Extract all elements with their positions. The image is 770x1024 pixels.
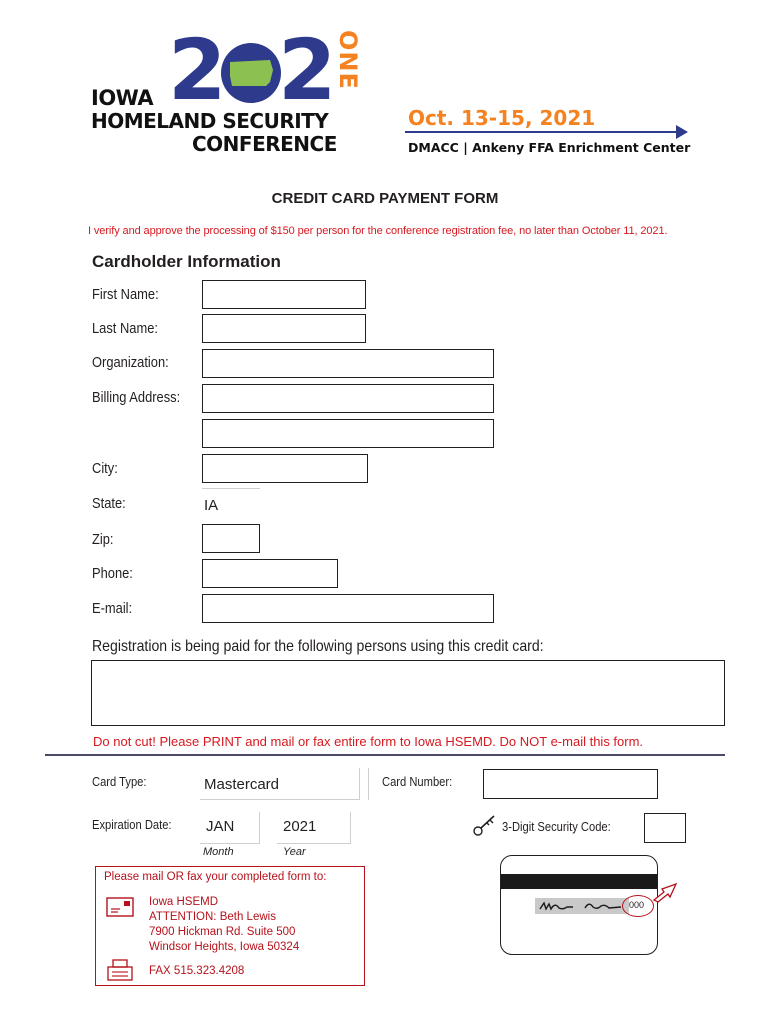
month-caption: Month xyxy=(203,846,234,858)
arrow-right-icon xyxy=(676,125,688,139)
logo-text-iowa: IOWA xyxy=(91,86,154,110)
logo-text-one: ONE xyxy=(334,30,362,90)
mail-heading: Please mail OR fax your completed form to: xyxy=(104,871,327,883)
city-field[interactable] xyxy=(202,454,368,483)
logo-text-homeland-security: HOMELAND SECURITY xyxy=(91,109,329,133)
state-value[interactable]: IA xyxy=(204,497,219,514)
card-example-code: 000 xyxy=(629,900,645,910)
header-arrow-line xyxy=(405,131,677,133)
last-name-field[interactable] xyxy=(202,314,366,343)
mail-instructions-box xyxy=(95,866,365,986)
first-name-field[interactable] xyxy=(202,280,366,309)
card-type-label: Card Type: xyxy=(92,774,147,789)
billing-address-field[interactable] xyxy=(202,384,494,413)
iowa-state-icon xyxy=(220,42,282,104)
zip-field[interactable] xyxy=(202,524,260,553)
security-code-field[interactable] xyxy=(644,813,686,843)
card-magnetic-stripe xyxy=(501,874,658,889)
card-number-label: Card Number: xyxy=(382,774,453,789)
event-dates: Oct. 13-15, 2021 xyxy=(408,106,596,130)
key-icon xyxy=(472,813,498,837)
signature-scribble-icon xyxy=(537,898,627,914)
card-number-field[interactable] xyxy=(483,769,658,799)
state-field-top-border xyxy=(202,488,260,489)
month-value: JAN xyxy=(206,818,235,835)
cut-divider xyxy=(45,754,725,756)
year-caption: Year xyxy=(283,846,306,858)
security-code-label: 3-Digit Security Code: xyxy=(502,819,611,834)
card-type-value: Mastercard xyxy=(204,776,280,793)
cut-notice: Do not cut! Please PRINT and mail or fax entire form to Iowa HSEMD. Do NOT e-mail this form. xyxy=(93,734,644,749)
mail-address-line-1: Iowa HSEMD xyxy=(149,896,219,908)
organization-field[interactable] xyxy=(202,349,494,378)
zip-label: Zip: xyxy=(92,531,114,548)
persons-label: Registration is being paid for the following persons using this credit card: xyxy=(92,638,544,655)
phone-field[interactable] xyxy=(202,559,338,588)
first-name-label: First Name: xyxy=(92,286,159,303)
expiration-date-label: Expiration Date: xyxy=(92,817,172,832)
email-field[interactable] xyxy=(202,594,494,623)
persons-field[interactable] xyxy=(91,660,725,726)
logo-digit-2-right: 2 xyxy=(278,21,331,119)
billing-address-line2-field[interactable] xyxy=(202,419,494,448)
fax-machine-icon xyxy=(107,959,133,981)
envelope-icon xyxy=(106,897,134,917)
mail-address-line-3: 7900 Hickman Rd. Suite 500 xyxy=(149,926,296,938)
card-number-divider xyxy=(368,768,369,800)
organization-label: Organization: xyxy=(92,354,169,371)
logo-text-conference: CONFERENCE xyxy=(192,132,337,156)
fax-number: FAX 515.323.4208 xyxy=(149,965,245,977)
mail-address-line-2: ATTENTION: Beth Lewis xyxy=(149,911,276,923)
cardholder-section-title: Cardholder Information xyxy=(92,252,281,271)
card-back-illustration xyxy=(500,855,658,955)
last-name-label: Last Name: xyxy=(92,320,158,337)
pointer-arrow-icon xyxy=(650,880,680,904)
state-label: State: xyxy=(92,495,126,512)
event-venue: DMACC | Ankeny FFA Enrichment Center xyxy=(408,140,691,155)
year-value: 2021 xyxy=(283,818,317,835)
city-label: City: xyxy=(92,460,118,477)
phone-label: Phone: xyxy=(92,565,133,582)
form-title: CREDIT CARD PAYMENT FORM xyxy=(271,190,499,207)
email-label: E-mail: xyxy=(92,600,133,617)
verification-statement: I verify and approve the processing of $150 per person for the conference registration fee, no later than October 11, 2021. xyxy=(88,225,668,237)
logo-digit-2-left: 2 xyxy=(168,21,221,119)
mail-address-line-4: Windsor Heights, Iowa 50324 xyxy=(149,941,300,953)
billing-address-label: Billing Address: xyxy=(92,389,181,406)
